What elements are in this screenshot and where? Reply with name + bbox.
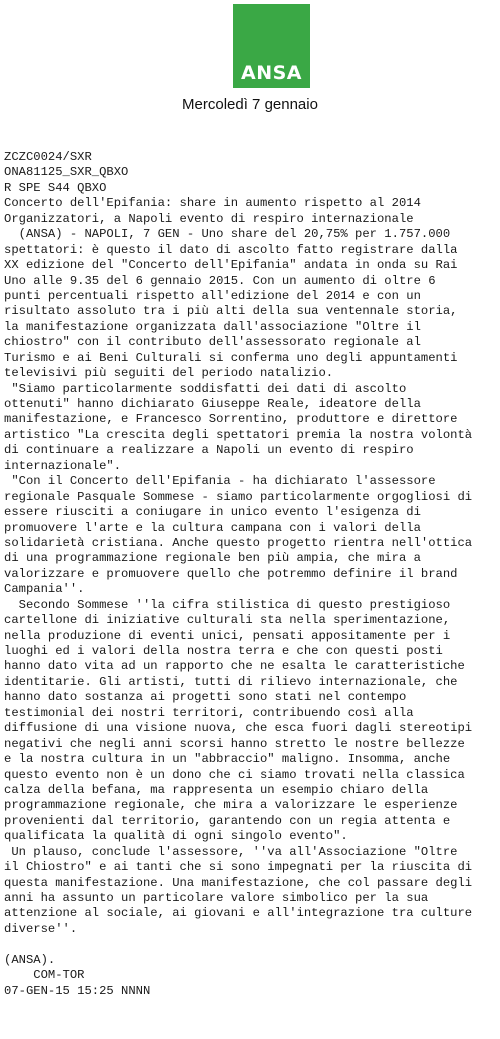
article-line: di una programmazione regionale ben più ampia, che mira a: [4, 551, 421, 566]
article-line: e la nostra cultura in un "abbraccio" maligno. Insomma, anche: [4, 752, 451, 767]
article-line: ONA81125_SXR_QBXO: [4, 165, 129, 180]
article-line: cartellone di iniziative culturali sta nella sperimentazione,: [4, 613, 451, 628]
article-line: Turismo e ai Beni Culturali si conferma uno degli appuntamenti: [4, 350, 458, 365]
article-line: questo evento non è un dono che ci siamo trovati nella classica: [4, 767, 465, 782]
article-line: chiostro" con il contributo dell'assessorato regionale al: [4, 335, 421, 350]
article-line: nella produzione di eventi unici, pensati appositamente per i: [4, 628, 451, 643]
ansa-logo: [233, 4, 310, 88]
article-line: di continuare a realizzare a Napoli un evento di respiro: [4, 443, 414, 458]
article-line: Secondo Sommese ''la cifra stilistica di questo prestigioso: [4, 597, 451, 612]
article-line: attenzione al sociale, ai giovani e all'integrazione tra culture: [4, 906, 473, 921]
article-line: ZCZC0024/SXR: [4, 150, 92, 164]
article-line: valorizzare e promuovere quello che potremmo definire il brand: [4, 566, 458, 581]
article-line: (ANSA).: [4, 952, 56, 967]
article-line: identitarie. Gli artisti, tutti di rilievo internazionale, che: [4, 674, 458, 689]
article-line: punti percentuali rispetto all'edizione del 2014 e con un: [4, 288, 421, 303]
article-line: televisivi più seguiti del periodo natalizio.: [4, 366, 334, 381]
article-line: artistico "La crescita degli spettatori premia la nostra volontà: [4, 427, 473, 442]
article-line: Organizzatori, a Napoli evento di respiro internazionale: [4, 211, 414, 226]
article-line: testimonial dei nostri territori, contribuendo così alla: [4, 705, 414, 720]
article-line: 07-GEN-15 15:25 NNNN: [4, 983, 151, 998]
wire-article: [4, 150, 498, 999]
article-line: Un plauso, conclude l'assessore, ''va all'Associazione "Oltre: [4, 844, 458, 859]
article-line: Uno alle 9.35 del 6 gennaio 2015. Con un aumento di oltre 6: [4, 273, 436, 288]
article-line: "Siamo particolarmente soddisfatti dei dati di ascolto: [4, 381, 407, 396]
article-line: internazionale".: [4, 458, 122, 473]
article-line: XX edizione del "Concerto dell'Epifania" andata in onda su Rai: [4, 258, 458, 273]
article-line: solidarietà cristiana. Anche questo progetto rientra nell'ottica: [4, 535, 473, 550]
article-line: programmazione regionale, che mira a valorizzare le esperienze: [4, 798, 458, 813]
page-date: Mercoledì 7 gennaio: [182, 96, 318, 113]
article-line: ottenuti" hanno dichiarato Giuseppe Reale, ideatore della: [4, 397, 421, 411]
article-line: il Chiostro" e ai tanti che si sono impegnati per la riuscita di: [4, 860, 473, 875]
article-line: questa manifestazione. Una manifestazione, che col passare degli: [4, 875, 473, 890]
article-line: diverse''.: [4, 921, 78, 936]
article-line: qualificata la qualità di ogni singolo evento".: [4, 829, 348, 844]
article-line: COM-TOR: [4, 968, 85, 983]
ansa-logo-text: ANSA: [241, 62, 302, 84]
article-line: spettatori: è questo il dato di ascolto fatto registrare dalla: [4, 242, 458, 257]
article-line: hanno dato sostanza ai progetti sono stati nel contempo: [4, 690, 407, 705]
article-line: manifestazione, e Francesco Sorrentino, produttore e direttore: [4, 412, 458, 427]
article-line: hanno dato vita ad un rapporto che ne esalta le caratteristiche: [4, 659, 465, 674]
article-line: promuovere l'arte e la cultura campana con i valori della: [4, 520, 421, 535]
article-line: Concerto dell'Epifania: share in aumento rispetto al 2014: [4, 196, 421, 211]
article-line: essere riusciti a coniugare in unico evento l'esigenza di: [4, 505, 421, 520]
article-line: [4, 937, 498, 952]
article-line: "Con il Concerto dell'Epifania - ha dichiarato l'assessore: [4, 474, 436, 489]
article-line: R SPE S44 QBXO: [4, 180, 107, 195]
article-line: (ANSA) - NAPOLI, 7 GEN - Uno share del 20,75% per 1.757.000: [4, 227, 451, 242]
article-line: negativi che negli anni scorsi hanno stretto le nostre bellezze: [4, 736, 465, 751]
article-line: anni ha assunto un particolare valore simbolico per la sua: [4, 891, 429, 905]
article-line: la manifestazione organizzata dall'associazione "Oltre il: [4, 319, 421, 334]
article-line: luoghi ed i valori della nostra terra e che con questi posti: [4, 644, 443, 658]
article-line: risultato assoluto tra i più alti della sua ventennale storia,: [4, 304, 458, 319]
article-line: provenienti dal territorio, garantendo con un regia attenta e: [4, 813, 451, 828]
article-line: Campania''.: [4, 582, 85, 597]
article-line: regionale Pasquale Sommese - siamo particolarmente orgogliosi di: [4, 489, 473, 504]
article-line: calza della befana, ma rappresenta un esempio chiaro della: [4, 782, 429, 797]
article-line: diffusione di una visione nuova, che esca fuori dagli stereotipi: [4, 721, 473, 736]
